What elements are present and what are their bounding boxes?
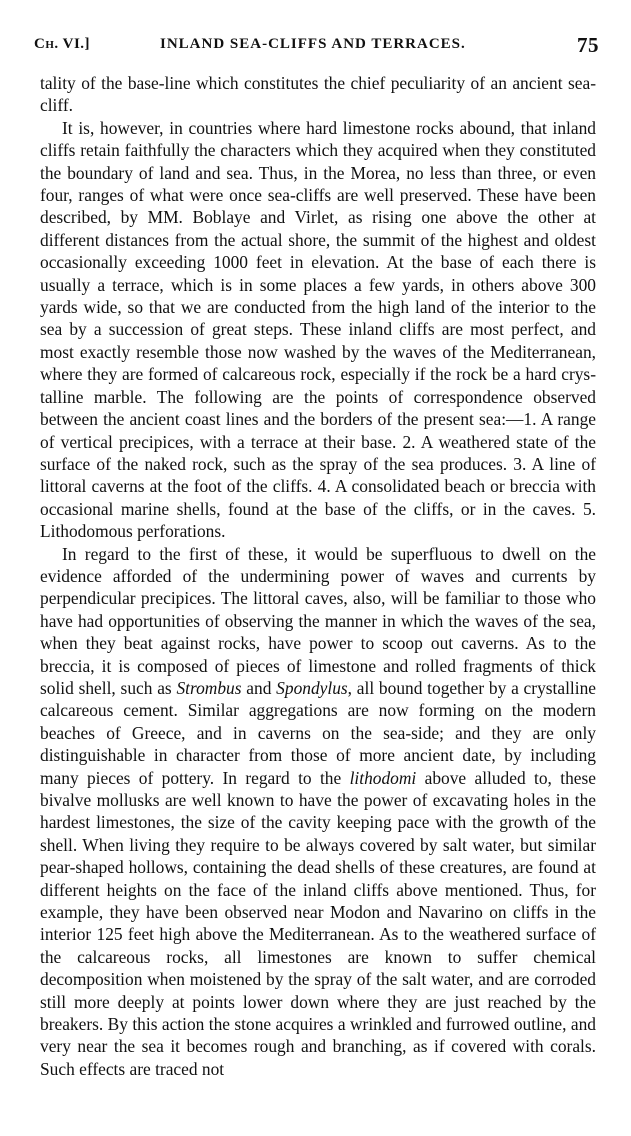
text-run: It is, however, in countries where hard limestone rocks abound, that inland cliffs retain faithfully the characters which they acquired when they constituted the boundary of land and sea. Thus, in the Morea, no less than three, or even four, ranges of what were once sea-cliffs are well preserved. These have been described, by MM. Boblaye and Virlet, as rising one above the other at different distances from the actual shore, the summit of the highest and oldest occasionally exceeding 1000 feet in elevation. At the base of each there is usually a terrace, which is in some places a few yards, in others above 300 yards wide, so that we are conducted from the high land of the interior to the sea by a succession of great steps. These inland cliffs are most perfect, and most exactly resemble those now washed by the waves of the Mediterranean, where they are formed of calcareous rock, especially if the rock be a hard crystalline marble. The following are the points of correspondence observed between the ancient coast lines and the borders of the present sea:—1. A range of vertical precipices, with a terrace at their base. 2. A weathered state of the surface of the naked rock, such as the spray of the sea produces. 3. A line of littoral caverns at the foot of the cliffs. 4. A consolidated beach or breccia with occasional marine shells, found at the base of the cliffs, or in the caves. 5. Lithodomous perforations. — [40, 117, 596, 542]
italic-term: lithodomi — [349, 767, 417, 788]
paragraph — [40, 543, 596, 1081]
page-number: 75 — [577, 33, 599, 57]
text-run: In regard to the first of these, it would be superfluous to dwell on the evidence afforded of the undermining power of waves and currents by perpendicular precipices. The littoral caves, also, will be familiar to those who have had opportunities of observing the manner in which the waves of the sea, when they beat against rocks, have power to scoop out caverns. As to the breccia, it is composed of pieces of limestone and rolled fragments of thick solid shell, such as — [40, 543, 596, 698]
paragraph — [40, 117, 596, 543]
paragraph — [40, 72, 596, 117]
italic-term: Spondylus — [276, 677, 348, 698]
text-run: , all bound together by a crystalline calcareous cement. Similar aggregations are now forming on the modern beaches of Greece, and in caverns on the sea-side; and they are only distinguishable in character from those of more ancient date, by including many pieces of pottery. In regard to the — [40, 677, 596, 788]
text-run: above alluded to, these bivalve mollusks are well known to have the power of excavating holes in the hardest limestones, the size of the cavity keeping pace with the growth of the shell. When living they require to be always covered by salt water, but similar pear-shaped hollows, containing the dead shells of these creatures, are found at different heights on the face of the inland cliffs above mentioned. Thus, for example, they have been observed near Modon and Navarino on cliffs in the interior 125 feet high above the Mediterranean. As to the weathered surface of the calcareous rocks, all limestones are known to suffer chemical decomposition when moistened by the spray of the salt water, and are corroded still more deeply at points lower down where they are just reached by the breakers. By this action the stone acquires a wrinkled and furrowed outline, and very near the sea it becomes rough and branching, as if covered with corals. Such effects are traced not — [40, 767, 596, 1079]
italic-term: Strombus — [176, 677, 242, 698]
chapter-reference: Ch. VI.] — [34, 36, 91, 52]
text-run: and — [241, 677, 277, 698]
body-text — [40, 72, 596, 1080]
text-run: tality of the base-line which constitutes the chief peculiarity of an ancient sea-cliff. — [40, 73, 596, 116]
running-title: INLAND SEA-CLIFFS AND TERRACES. — [160, 36, 466, 52]
running-head — [34, 33, 599, 60]
